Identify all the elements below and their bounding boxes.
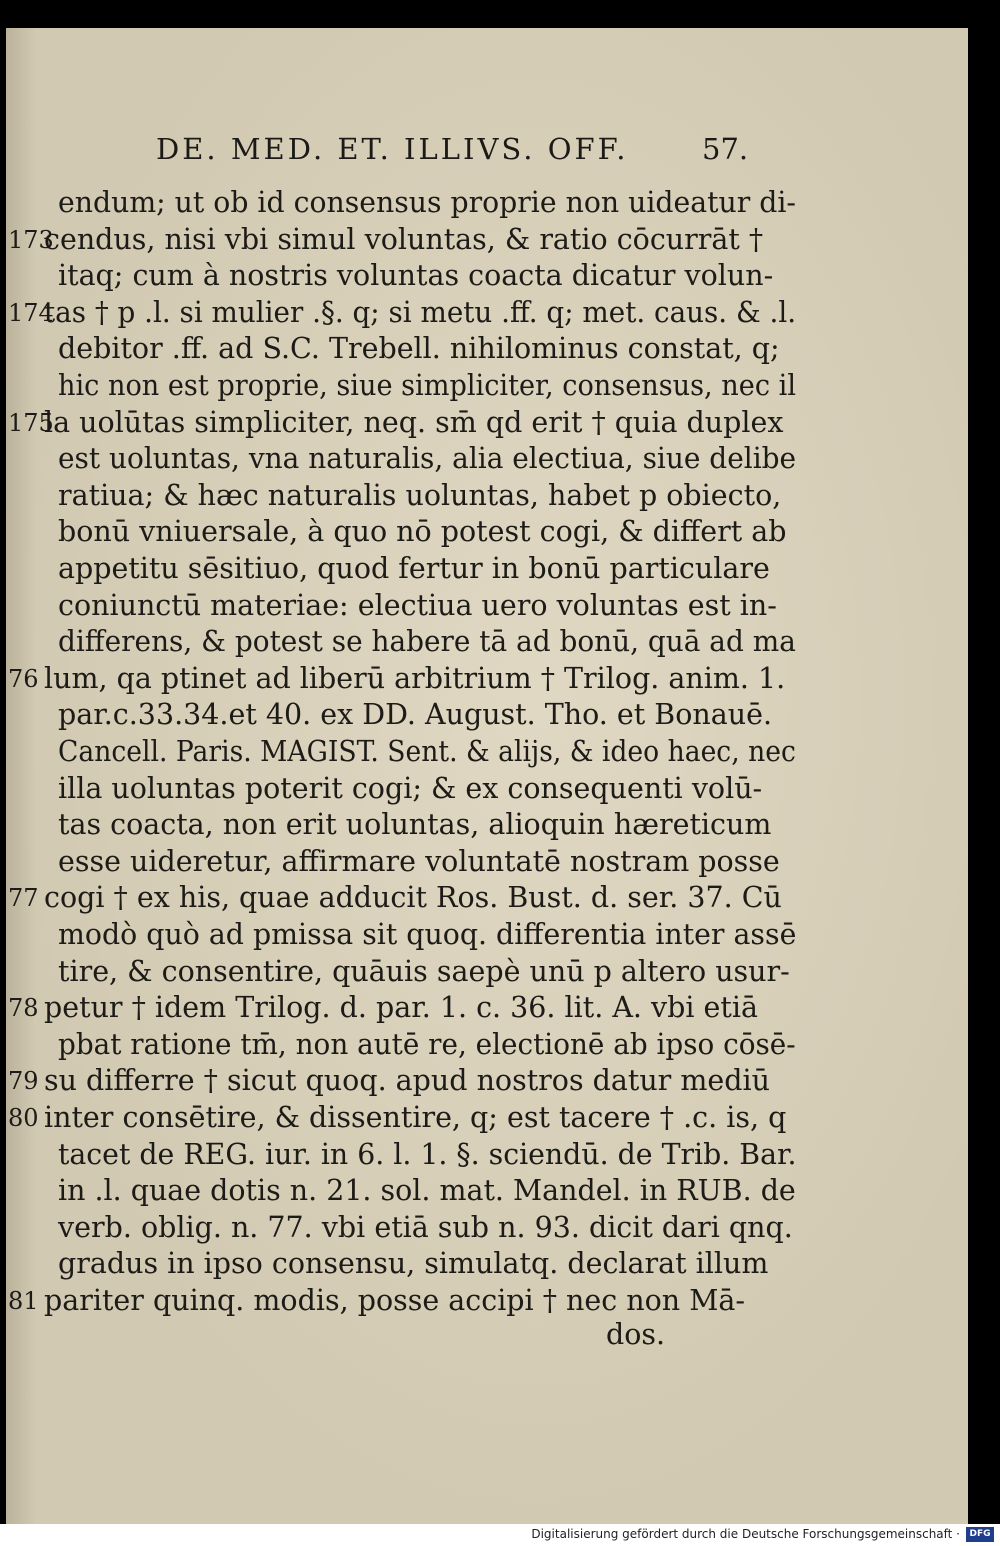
text-line [6, 367, 968, 405]
catchword: dos. [606, 1318, 666, 1351]
running-header [156, 132, 968, 176]
text-line [6, 916, 968, 954]
text-line [6, 550, 968, 588]
margin-line-number: 175 [8, 408, 54, 437]
line-text: hic non est proprie, siue simpliciter, consensus, nec il [58, 369, 797, 402]
running-title: DE. MED. ET. ILLIVS. OFF. [156, 132, 629, 166]
text-line [6, 1062, 968, 1100]
text-line [6, 1099, 968, 1137]
margin-line-number: 76 [8, 664, 39, 693]
digitization-footer [0, 1524, 1000, 1546]
text-line [6, 1282, 968, 1320]
line-text: tas † p .l. si mulier .§. q; si metu .ff. q; met. caus. & .l. [44, 295, 797, 329]
line-text: par.c.33.34.et 40. ex DD. August. Tho. et Bonauē. [58, 698, 773, 732]
margin-line-number: 173 [8, 225, 54, 254]
line-text: differens, & potest se habere tā ad bonū, quā ad ma [58, 625, 796, 659]
text-line [6, 806, 968, 844]
text-line [6, 440, 968, 478]
text-line [6, 1136, 968, 1174]
line-text: pariter quinq. modis, posse accipi † nec non Mā- [44, 1284, 746, 1317]
margin-line-number: 78 [8, 994, 39, 1023]
line-text: verb. oblig. n. 77. vbi etiā sub n. 93. dicit dari qnq. [58, 1210, 793, 1244]
line-text: coniunctū materiae: electiua uero voluntas est in- [58, 588, 777, 622]
text-line [6, 1026, 968, 1064]
text-line [6, 1209, 968, 1247]
line-text: tire, & consentire, quāuis saepè unū p altero usur- [58, 954, 790, 988]
funding-credit: Digitalisierung gefördert durch die Deutsche Forschungsgemeinschaft · [531, 1527, 960, 1541]
text-line [6, 879, 968, 917]
line-text: la uolūtas simpliciter, neq. sm̄ qd erit † quia duplex [44, 405, 784, 439]
text-line [6, 1172, 968, 1210]
text-line [6, 184, 968, 222]
line-text: lum, qa ptinet ad liberū arbitrium † Trilog. anim. 1. [44, 661, 786, 695]
line-text: est uoluntas, vna naturalis, alia electiua, siue delibe [58, 442, 797, 476]
text-line [6, 989, 968, 1027]
line-text: tas coacta, non erit uoluntas, alioquin hæreticum [58, 808, 772, 842]
text-line [6, 623, 968, 661]
line-text: ratiua; & hæc naturalis uoluntas, habet p obiecto, [58, 478, 782, 512]
line-text: inter consētire, & dissentire, q; est tacere † .c. is, q [44, 1101, 787, 1134]
line-text: cendus, nisi vbi simul voluntas, & ratio cōcurrāt † [44, 222, 764, 256]
text-line [6, 477, 968, 515]
line-text: appetitu sēsitiuo, quod fertur in bonū particulare [58, 552, 770, 585]
text-line [6, 733, 968, 771]
dfg-logo: DFG [966, 1527, 994, 1542]
line-text: gradus in ipso consensu, simulatq. declarat illum [58, 1247, 769, 1281]
text-line [6, 221, 968, 259]
margin-line-number: 80 [8, 1104, 39, 1132]
book-page [6, 28, 968, 1524]
text-line [6, 404, 968, 442]
line-text: itaq; cum à nostris voluntas coacta dicatur volun- [58, 259, 774, 293]
text-line [6, 953, 968, 991]
text-line [6, 257, 968, 295]
text-line [6, 587, 968, 625]
text-line [6, 770, 968, 808]
line-text: esse uideretur, affirmare voluntatē nostram posse [58, 844, 780, 878]
text-line [6, 1245, 968, 1283]
line-text: in .l. quae dotis n. 21. sol. mat. Mandel. in RUB. de [58, 1174, 796, 1208]
line-text: debitor .ff. ad S.C. Trebell. nihilominus constat, q; [58, 332, 780, 366]
text-line [6, 843, 968, 881]
line-text: Cancell. Paris. MAGIST. Sent. & alijs, & ideo haec, nec [58, 735, 796, 768]
margin-line-number: 174 [8, 298, 54, 327]
text-line [6, 330, 968, 368]
line-text: tacet de REG. iur. in 6. l. 1. §. sciendū. de Trib. Bar. [58, 1137, 797, 1171]
text-line [6, 294, 968, 332]
margin-line-number: 77 [8, 884, 39, 913]
line-text: cogi † ex his, quae adducit Ros. Bust. d. ser. 37. Cū [44, 881, 782, 915]
page-number: 57. [702, 132, 749, 166]
line-text: modò quò ad pmissa sit quoq. differentia inter assē [58, 918, 797, 951]
line-text: endum; ut ob id consensus proprie non uideatur di- [58, 186, 796, 219]
text-line [6, 660, 968, 698]
line-text: pbat ratione tm̄, non autē re, electionē ab ipso cōsē- [58, 1027, 796, 1061]
text-line [6, 696, 968, 734]
margin-line-number: 81 [8, 1287, 39, 1315]
line-text: bonū vniuersale, à quo nō potest cogi, & differt ab [58, 515, 787, 549]
line-text: petur † idem Trilog. d. par. 1. c. 36. lit. A. vbi etiā [44, 991, 758, 1025]
line-text: su differre † sicut quoq. apud nostros datur mediū [44, 1064, 770, 1098]
text-line [6, 513, 968, 551]
line-text: illa uoluntas poterit cogi; & ex consequenti volū- [58, 771, 763, 805]
margin-line-number: 79 [8, 1067, 39, 1096]
